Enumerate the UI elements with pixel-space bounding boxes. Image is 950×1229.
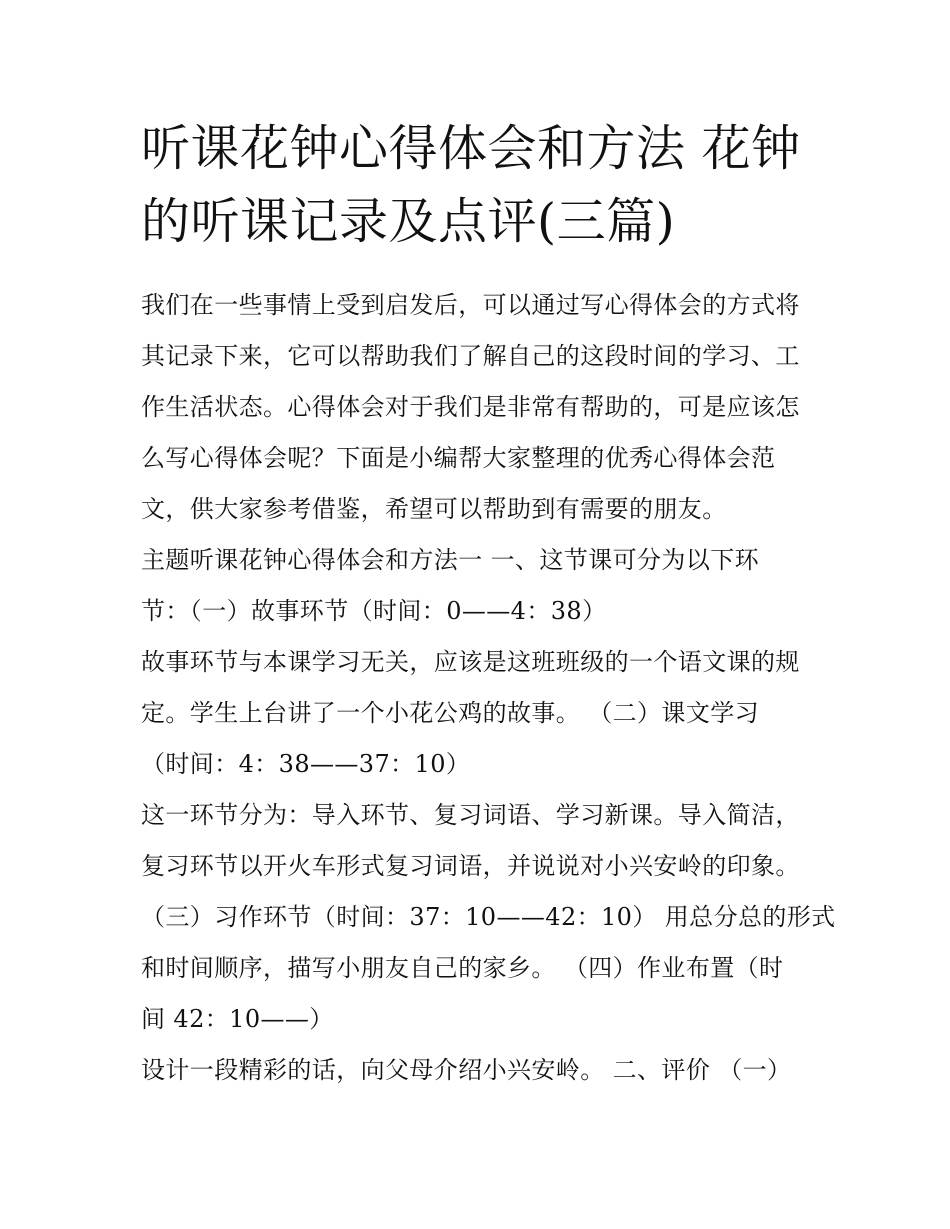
- title-line: 听课花钟心得体会和方法 花钟: [141, 120, 801, 177]
- paragraph-story: [141, 637, 821, 790]
- text-line: 故事环节与本课学习无关，应该是这班班级的一个语文课的规: [141, 648, 800, 676]
- text-line: 设计一段精彩的话，向父母介绍小兴安岭。 二、评价 （一）: [141, 1056, 792, 1084]
- text-line: 么写心得体会呢？下面是小编帮大家整理的优秀心得体会范: [141, 444, 776, 472]
- text-line: （三）习作环节（时间：37：10——42：10） 用总分总的形式: [141, 903, 836, 931]
- text-line: 间 42：10——）: [141, 1005, 334, 1033]
- text-line: 文，供大家参考借鉴，希望可以帮助到有需要的朋友。: [141, 495, 727, 523]
- paragraph-lesson: [141, 790, 836, 1045]
- text-line: 节：（一）故事环节（时间：0——4：38）: [141, 597, 607, 625]
- text-line: 定。学生上台讲了一个小花公鸡的故事。 （二）课文学习: [141, 699, 760, 727]
- document-body: [141, 280, 836, 1096]
- text-line: （时间：4：38——37：10）: [141, 750, 471, 778]
- text-line: 和时间顺序，描写小朋友自己的家乡。 （四）作业布置（时: [141, 954, 784, 982]
- paragraph-intro: [141, 280, 821, 535]
- paragraph-topic: [141, 535, 821, 637]
- title-line: 的听课记录及点评(三篇): [141, 193, 676, 250]
- text-line: 作生活状态。心得体会对于我们是非常有帮助的，可是应该怎: [141, 393, 800, 421]
- text-line: 这一环节分为：导入环节、复习词语、学习新课。导入简洁，: [141, 801, 800, 829]
- text-line: 我们在一些事情上受到启发后，可以通过写心得体会的方式将: [141, 291, 800, 319]
- paragraph-evaluation: [141, 1045, 821, 1096]
- text-line: 复习环节以开火车形式复习词语，并说说对小兴安岭的印象。: [141, 852, 800, 880]
- text-line: 其记录下来，它可以帮助我们了解自己的这段时间的学习、工: [141, 342, 800, 370]
- document-title: [141, 112, 831, 258]
- text-line: 主题听课花钟心得体会和方法一 一、这节课可分为以下环: [141, 546, 760, 574]
